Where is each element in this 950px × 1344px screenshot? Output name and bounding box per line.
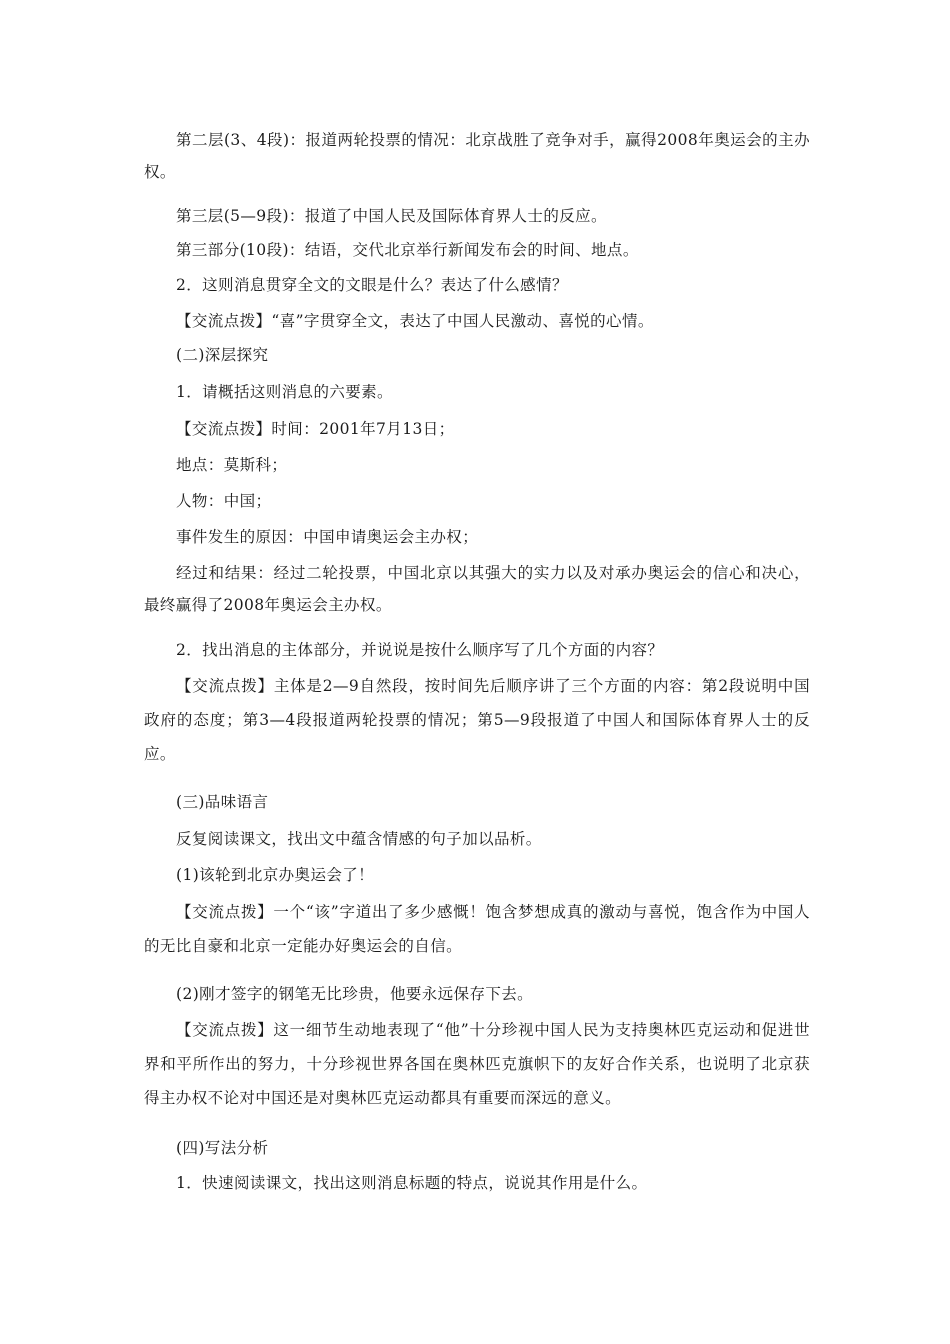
paragraph-part-three: 第三部分(10段)：结语，交代北京举行新闻发布会的时间、地点。 xyxy=(176,241,639,259)
section-heading-writing: (四)写法分析 xyxy=(176,1139,269,1157)
question-keyword: 2．这则消息贯穿全文的文眼是什么？表达了什么感情？ xyxy=(176,276,568,294)
answer-quote-two: 【交流点拨】这一细节生动地表现了“他”十分珍视中国人民为支持奥林匹克运动和促进世界和平所作出的努力，十分珍视世界各国在奥林匹克旗帜下的友好合作关系，也说明了北京获得主办权不论对中国还是对奥林匹克运动都具有重要而深远的意义。 xyxy=(144,1021,810,1107)
question-main-body: 2．找出消息的主体部分，并说说是按什么顺序写了几个方面的内容？ xyxy=(176,641,664,659)
answer-cause: 事件发生的原因：中国申请奥运会主办权； xyxy=(176,528,479,546)
answer-people: 人物：中国； xyxy=(176,492,272,510)
section-heading-deep-inquiry: (二)深层探究 xyxy=(176,346,269,364)
answer-place: 地点：莫斯科； xyxy=(176,456,288,474)
answer-main-body: 【交流点拨】主体是2—9自然段，按时间先后顺序讲了三个方面的内容：第2段说明中国政府的态度；第3—4段报道两轮投票的情况；第5—9段报道了中国人和国际体育界人士的反应。 xyxy=(144,677,810,763)
question-headline: 1．快速阅读课文，找出这则消息标题的特点，说说其作用是什么。 xyxy=(176,1174,648,1192)
paragraph-layer-three: 第三层(5—9段)：报道了中国人民及国际体育界人士的反应。 xyxy=(176,207,607,225)
question-six-elements: 1．请概括这则消息的六要素。 xyxy=(176,383,393,401)
quote-two: (2)刚才签字的钢笔无比珍贵，他要永远保存下去。 xyxy=(176,985,534,1003)
answer-process-result: 经过和结果：经过二轮投票，中国北京以其强大的实力以及对承办奥运会的信心和决心，最终赢得了2008年奥运会主办权。 xyxy=(144,564,810,614)
answer-keyword: 【交流点拨】“喜”字贯穿全文，表达了中国人民激动、喜悦的心情。 xyxy=(176,312,654,330)
answer-quote-one: 【交流点拨】一个“该”字道出了多少感慨！饱含梦想成真的激动与喜悦，饱含作为中国人的无比自豪和北京一定能办好奥运会的自信。 xyxy=(144,903,810,955)
language-instruction: 反复阅读课文，找出文中蕴含情感的句子加以品析。 xyxy=(176,830,542,848)
quote-one: (1)该轮到北京办奥运会了！ xyxy=(176,866,375,884)
section-heading-language: (三)品味语言 xyxy=(176,793,269,811)
answer-time: 【交流点拨】时间：2001年7月13日； xyxy=(176,420,455,438)
paragraph-layer-two: 第二层(3、4段)：报道两轮投票的情况：北京战胜了竞争对手，赢得2008年奥运会的主办权。 xyxy=(144,131,810,181)
